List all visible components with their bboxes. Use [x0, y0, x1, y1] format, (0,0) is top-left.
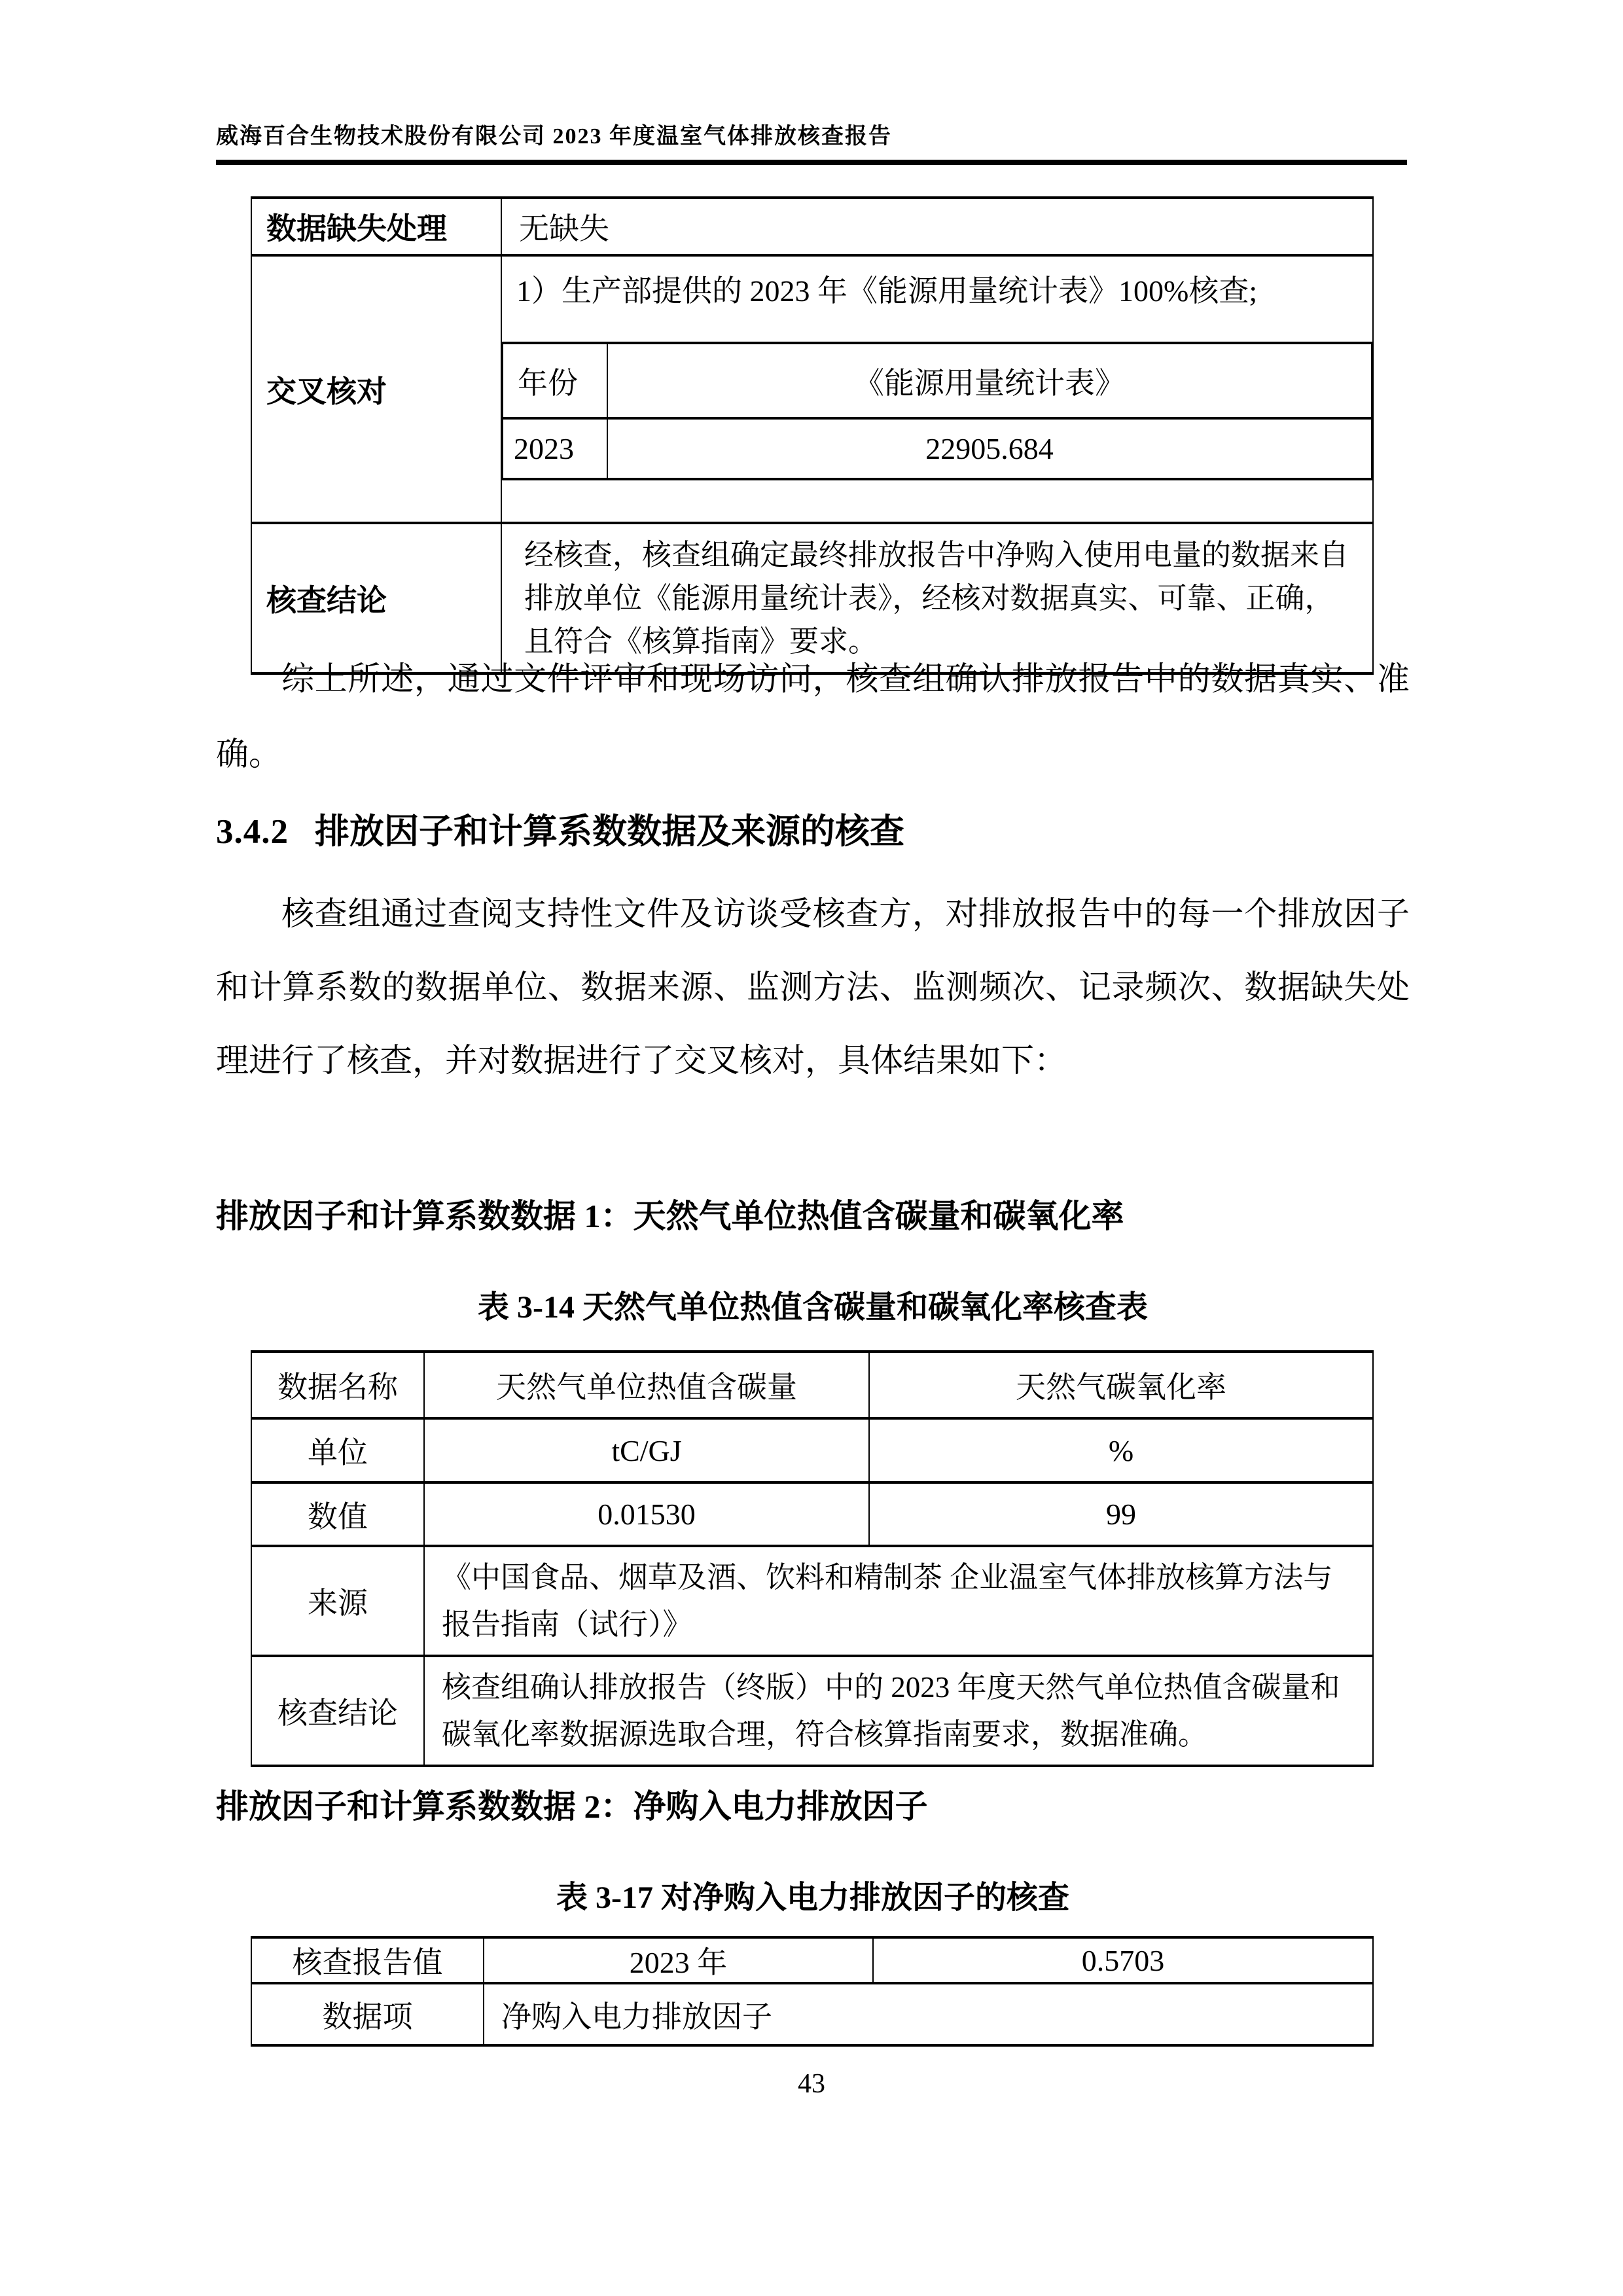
table-row: [251, 1418, 1373, 1482]
conclusion-text: 经核查，核查组确定最终排放报告中净购入使用电量的数据来自排放单位《能源用量统计表》，经核对数据真实、可靠、正确，且符合《核算指南》要求。: [524, 539, 1349, 658]
unit-label: 单位: [251, 1418, 424, 1482]
energy-value-cell: 22905.684: [607, 418, 1372, 479]
section-number: 3.4.2: [216, 813, 289, 851]
table-row: [251, 1656, 1373, 1766]
factor1-heading: 排放因子和计算系数数据 1：天然气单位热值含碳量和碳氧化率: [216, 1198, 1124, 1234]
value-2: 99: [869, 1482, 1373, 1546]
year-value-cell: 2023: [503, 418, 607, 479]
source-label: 来源: [251, 1546, 424, 1656]
value-1: 0.01530: [424, 1482, 869, 1546]
table-row: [251, 255, 1373, 523]
running-header: 威海百合生物技术股份有限公司 2023 年度温室气体排放核查报告: [216, 124, 892, 149]
value-label: 数值: [251, 1482, 424, 1546]
report-value: 0.5703: [873, 1937, 1373, 1983]
table-3-17: [251, 1936, 1374, 2047]
table-3-14: [251, 1350, 1374, 1767]
cross-check-label: 交叉核对: [251, 255, 501, 523]
energy-statistics-subtable: [502, 342, 1372, 480]
table-3-17-caption: 表 3-17 对净购入电力排放因子的核查: [556, 1880, 1069, 1915]
oxidation-rate-header: 天然气碳氧化率: [869, 1352, 1373, 1418]
table-row: [251, 1482, 1373, 1546]
table-row: [251, 1546, 1373, 1656]
source-text-cell: [424, 1546, 1373, 1656]
factor2-heading: 排放因子和计算系数数据 2：净购入电力排放因子: [216, 1788, 928, 1825]
table-row: [251, 1983, 1373, 2045]
conclusion-text-314: 核查组确认排放报告（终版）中的 2023 年度天然气单位热值含碳量和碳氧化率数据源选取合理，符合核算指南要求，数据准确。: [442, 1671, 1340, 1751]
table-3-14-caption: 表 3-14 天然气单位热值含碳量和碳氧化率核查表: [478, 1290, 1148, 1325]
report-value-label: 核查报告值: [251, 1937, 484, 1983]
source-text: 《中国食品、烟草及酒、饮料和精制茶 企业温室气体排放核算方法与报告指南（试行）》: [442, 1561, 1333, 1641]
table-row: [251, 1937, 1373, 1983]
missing-data-value: 无缺失: [501, 198, 1373, 255]
section-heading: [216, 804, 904, 853]
data-item-value: 净购入电力排放因子: [484, 1983, 1373, 2045]
unit-value-2: %: [869, 1418, 1373, 1482]
table-row: [503, 418, 1372, 479]
data-name-label: 数据名称: [251, 1352, 424, 1418]
energy-table-header-cell: 《能源用量统计表》: [607, 343, 1372, 418]
table-row: [503, 343, 1372, 418]
year-header-cell: 年份: [503, 343, 607, 418]
table-row: [251, 198, 1373, 255]
summary-paragraph: 综上所述，通过文件评审和现场访问，核查组确认排放报告中的数据真实、准确。: [216, 660, 1410, 772]
page-number: 43: [798, 2069, 825, 2099]
cross-check-content: [501, 255, 1373, 523]
missing-data-label: 数据缺失处理: [251, 198, 501, 255]
cross-check-table: [251, 196, 1374, 675]
conclusion-label-314: 核查结论: [251, 1656, 424, 1766]
section-title: 排放因子和计算系数数据及来源的核查: [315, 813, 904, 851]
cross-check-note: 1）生产部提供的 2023 年《能源用量统计表》100%核查;: [516, 274, 1258, 308]
section-body-paragraph: 核查组通过查阅支持性文件及访谈受核查方，对排放报告中的每一个排放因子和计算系数的数据单位、数据来源、监测方法、监测频次、记录频次、数据缺失处理进行了核查，并对数据进行了交叉核对，具体结果如下：: [216, 895, 1410, 1079]
carbon-content-header: 天然气单位热值含碳量: [424, 1352, 869, 1418]
report-year: 2023 年: [484, 1937, 873, 1983]
unit-value-1: tC/GJ: [424, 1418, 869, 1482]
conclusion-label: 核查结论: [251, 523, 501, 673]
header-rule: [216, 160, 1407, 165]
conclusion-text-cell-314: [424, 1656, 1373, 1766]
data-item-label: 数据项: [251, 1983, 484, 2045]
table-row: [251, 1352, 1373, 1418]
